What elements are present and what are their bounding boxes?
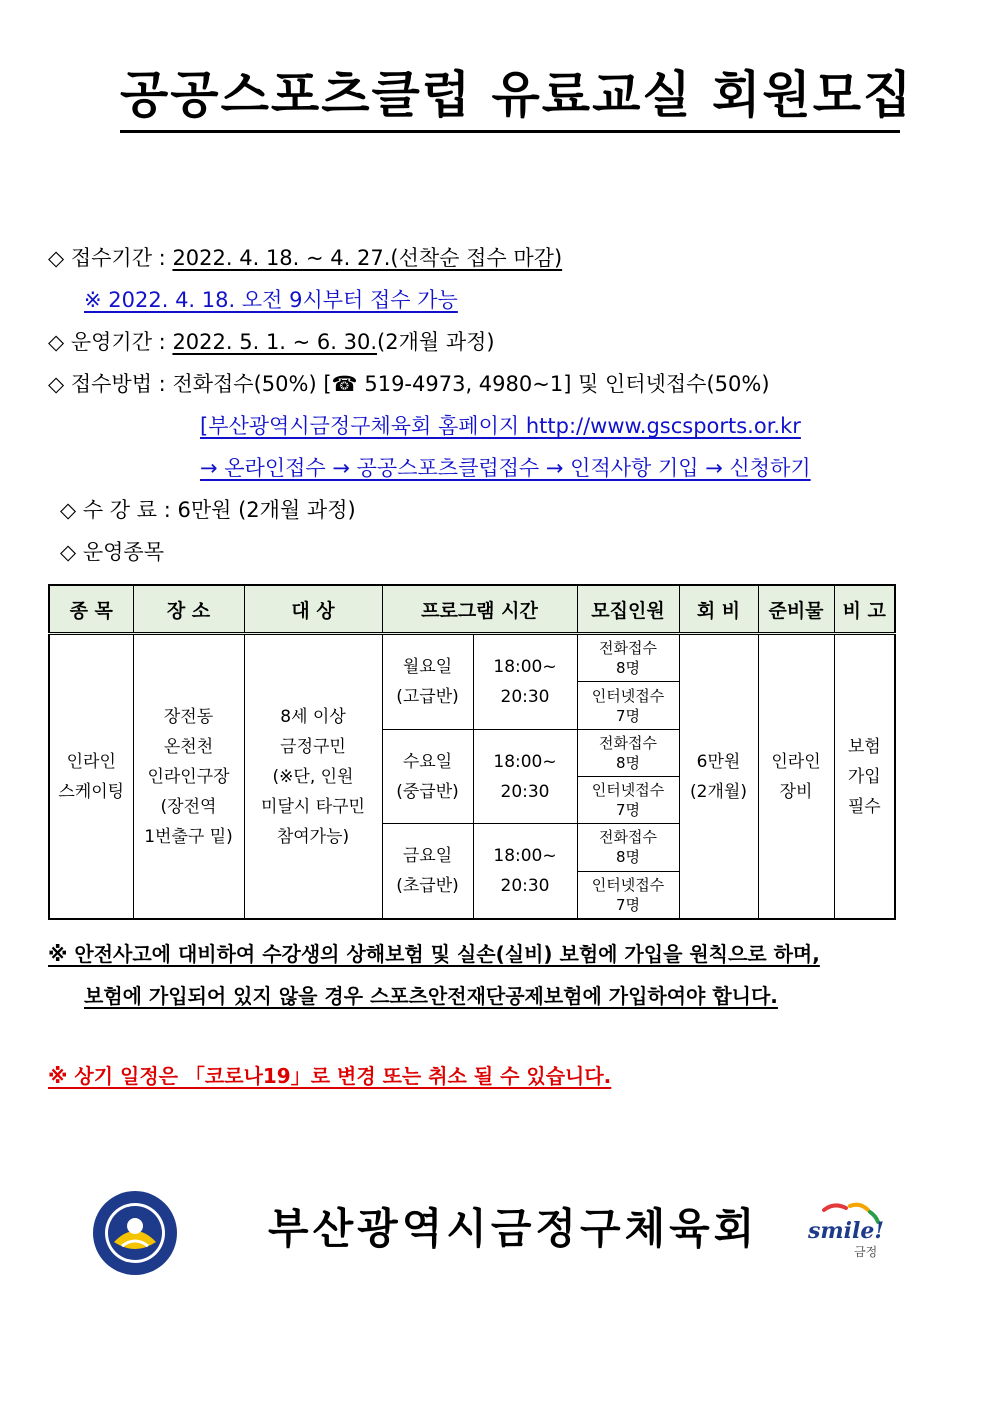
cell-time-mon: 18:00~ 20:30: [473, 634, 577, 730]
reception-method-label: 접수방법 :: [70, 372, 166, 396]
council-seal-logo: [92, 1190, 178, 1276]
header-target: 대 상: [244, 585, 382, 634]
cell-fee: 6만원 (2개월): [679, 634, 758, 920]
svg-text:smile!: smile!: [808, 1218, 885, 1244]
organization-name: 부산광역시금정구체육회: [268, 1204, 759, 1253]
cell-phone-fri: 전화접수 8명: [577, 824, 679, 871]
insurance-notice-line1: ※ 안전사고에 대비하여 수강생의 상해보험 및 실손(실비) 보험에 가입을 원칙으로 하며,: [48, 942, 820, 966]
header-note: 비 고: [834, 585, 895, 634]
bullet-icon: ◇: [48, 372, 65, 396]
bullet-icon: ◇: [48, 330, 65, 354]
header-equipment: 준비물: [758, 585, 834, 634]
reception-period-value: 2022. 4. 18. ~ 4. 27.(선착순 접수 마감): [172, 246, 563, 270]
cell-time-wed: 18:00~ 20:30: [473, 729, 577, 824]
cell-target: 8세 이상 금정구민 (※단, 인원 미달시 타구민 참여가능): [244, 634, 382, 920]
bullet-icon: ◇: [60, 498, 77, 522]
reception-period-label: 접수기간 :: [70, 246, 166, 270]
reception-method: [48, 370, 770, 398]
header-fee: 회 비: [679, 585, 758, 634]
cell-internet-mon: 인터넷접수 7명: [577, 682, 679, 729]
cell-day-fri: 금요일 (초급반): [382, 824, 473, 919]
operation-period-label: 운영기간 :: [70, 330, 166, 354]
cell-equipment: 인라인 장비: [758, 634, 834, 920]
cell-place: 장전동 온천천 인라인구장 (장전역 1번출구 밑): [133, 634, 244, 920]
cell-time-fri: 18:00~ 20:30: [473, 824, 577, 919]
corona-notice: ※ 상기 일정은 「코로나19」로 변경 또는 취소 될 수 있습니다.: [48, 1064, 612, 1088]
cell-note: 보험 가입 필수: [834, 634, 895, 920]
bullet-icon: ◇: [48, 246, 65, 270]
svg-text:금정: 금정: [854, 1245, 878, 1259]
header-sport: 종 목: [49, 585, 133, 634]
homepage-link[interactable]: [부산광역시금정구체육회 홈페이지 http://www.gscsports.or.kr: [200, 414, 801, 438]
application-steps: → 온라인접수 → 공공스포츠클럽접수 → 인적사항 기입 → 신청하기: [200, 456, 811, 480]
reception-period: [48, 244, 562, 272]
bullet-icon: ◇: [60, 540, 77, 564]
smile-geumjeong-logo: [806, 1200, 888, 1260]
table-row: [49, 634, 895, 682]
operation-period-suffix: (2개월 과정): [377, 330, 495, 354]
cell-day-wed: 수요일 (중급반): [382, 729, 473, 824]
insurance-notice-line2: 보험에 가입되어 있지 않을 경우 스포츠안전재단공제보험에 가입하여야 합니다.: [84, 984, 778, 1008]
events-line: [60, 538, 164, 566]
reception-note: ※ 2022. 4. 18. 오전 9시부터 접수 가능: [84, 288, 458, 312]
operation-period-value: 2022. 5. 1. ~ 6. 30.: [172, 330, 378, 354]
fee-label: 수 강 료: [82, 498, 158, 522]
page-title: 공공스포츠클럽 유료교실 회원모집: [120, 66, 900, 133]
cell-phone-mon: 전화접수 8명: [577, 634, 679, 682]
header-program-time: 프로그램 시간: [382, 585, 577, 634]
cell-internet-fri: 인터넷접수 7명: [577, 871, 679, 919]
cell-day-mon: 월요일 (고급반): [382, 634, 473, 730]
cell-phone-wed: 전화접수 8명: [577, 729, 679, 776]
reception-method-value: 전화접수(50%) [☎ 519-4973, 4980~1] 및 인터넷접수(50%): [172, 372, 770, 396]
operation-period: [48, 328, 495, 356]
schedule-table: [48, 584, 896, 920]
header-place: 장 소: [133, 585, 244, 634]
fee-line: [60, 496, 356, 524]
cell-sport: 인라인 스케이팅: [49, 634, 133, 920]
table-header-row: [49, 585, 895, 634]
header-recruit: 모집인원: [577, 585, 679, 634]
fee-value: : 6만원 (2개월 과정): [163, 498, 356, 522]
cell-internet-wed: 인터넷접수 7명: [577, 777, 679, 824]
events-label: 운영종목: [82, 540, 164, 564]
